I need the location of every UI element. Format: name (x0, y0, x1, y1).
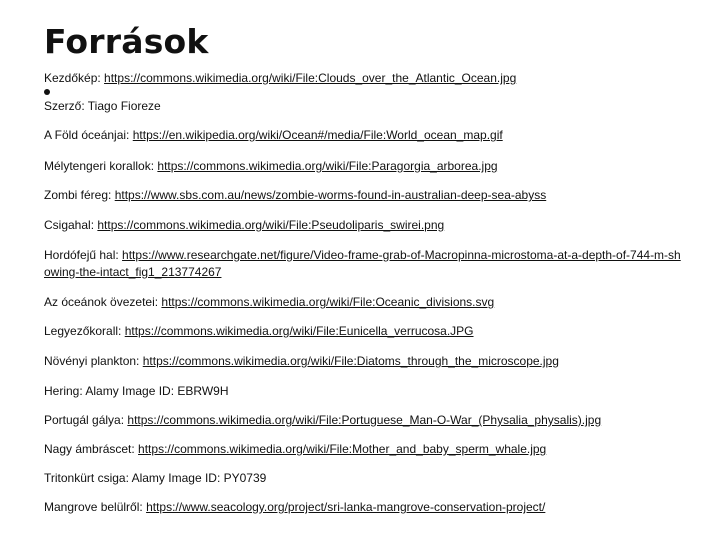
source-link[interactable]: https://commons.wikimedia.org/wiki/File:Mother_and_baby_sperm_whale.jpg (138, 442, 547, 456)
source-label: A Föld óceánjai: (44, 128, 133, 142)
source-label: Mangrove belülről: (44, 500, 147, 514)
bullet-icon (44, 89, 50, 95)
source-entry-deep-sea-corals (44, 158, 684, 175)
source-link[interactable]: https://commons.wikimedia.org/wiki/File:Diatoms_through_the_microscope.jpg (142, 354, 559, 368)
source-link[interactable]: https://commons.wikimedia.org/wiki/File:Eunicella_verrucosa.JPG (124, 324, 474, 338)
source-label: Tritonkürt csiga: Alamy Image ID: PY0739 (44, 471, 267, 485)
source-label: Nagy ámbráscet: (44, 442, 139, 456)
source-entry-author (44, 98, 684, 115)
source-label: Hordófejű hal: (44, 248, 123, 262)
source-label: Szerző: Tiago Fioreze (44, 99, 161, 113)
source-entry-phytoplankton (44, 353, 684, 370)
source-label: Hering: Alamy Image ID: EBRW9H (44, 384, 229, 398)
source-entry-snailfish (44, 217, 684, 234)
source-entry-mangrove (44, 499, 684, 516)
source-entry-herring (44, 383, 684, 400)
source-entry-portuguese-man-o-war (44, 412, 684, 429)
source-entry-triton-snail (44, 470, 684, 487)
source-entry-cover-image (44, 70, 684, 87)
source-label: Mélytengeri korallok: (44, 159, 158, 173)
source-link[interactable]: https://www.researchgate.net/figure/Video-frame-grab-of-Macropinna-microstoma-at-a-depth-of-744-m-showing-the-intact_fig1_213774267 (44, 248, 681, 279)
source-entry-barreleye-fish (44, 247, 684, 281)
source-label: Csigahal: (44, 218, 98, 232)
source-entry-world-oceans (44, 127, 684, 144)
source-link[interactable]: https://www.sbs.com.au/news/zombie-worms-found-in-australian-deep-sea-abyss (114, 188, 547, 202)
source-link[interactable]: https://www.seacology.org/project/sri-lanka-mangrove-conservation-project/ (146, 500, 546, 514)
source-entry-sea-fan (44, 323, 684, 340)
source-link[interactable]: https://commons.wikimedia.org/wiki/File:Pseudoliparis_swirei.png (97, 218, 445, 232)
source-link[interactable]: https://commons.wikimedia.org/wiki/File:Portuguese_Man-O-War_(Physalia_physalis).jpg (127, 413, 602, 427)
source-label: Legyezőkorall: (44, 324, 125, 338)
source-entry-zombie-worm (44, 187, 684, 204)
source-label: Az óceánok övezetei: (44, 295, 162, 309)
source-entry-sperm-whale (44, 441, 684, 458)
source-label: Kezdőkép: (44, 71, 105, 85)
source-link[interactable]: https://en.wikipedia.org/wiki/Ocean#/media/File:World_ocean_map.gif (132, 128, 503, 142)
source-entry-ocean-zones (44, 294, 684, 311)
source-label: Növényi plankton: (44, 354, 143, 368)
source-link[interactable]: https://commons.wikimedia.org/wiki/File:Oceanic_divisions.svg (161, 295, 495, 309)
source-link[interactable]: https://commons.wikimedia.org/wiki/File:Paragorgia_arborea.jpg (157, 159, 498, 173)
source-label: Portugál gálya: (44, 413, 128, 427)
page-title: Források (44, 22, 209, 61)
source-link[interactable]: https://commons.wikimedia.org/wiki/File:Clouds_over_the_Atlantic_Ocean.jpg (104, 71, 517, 85)
source-label: Zombi féreg: (44, 188, 115, 202)
